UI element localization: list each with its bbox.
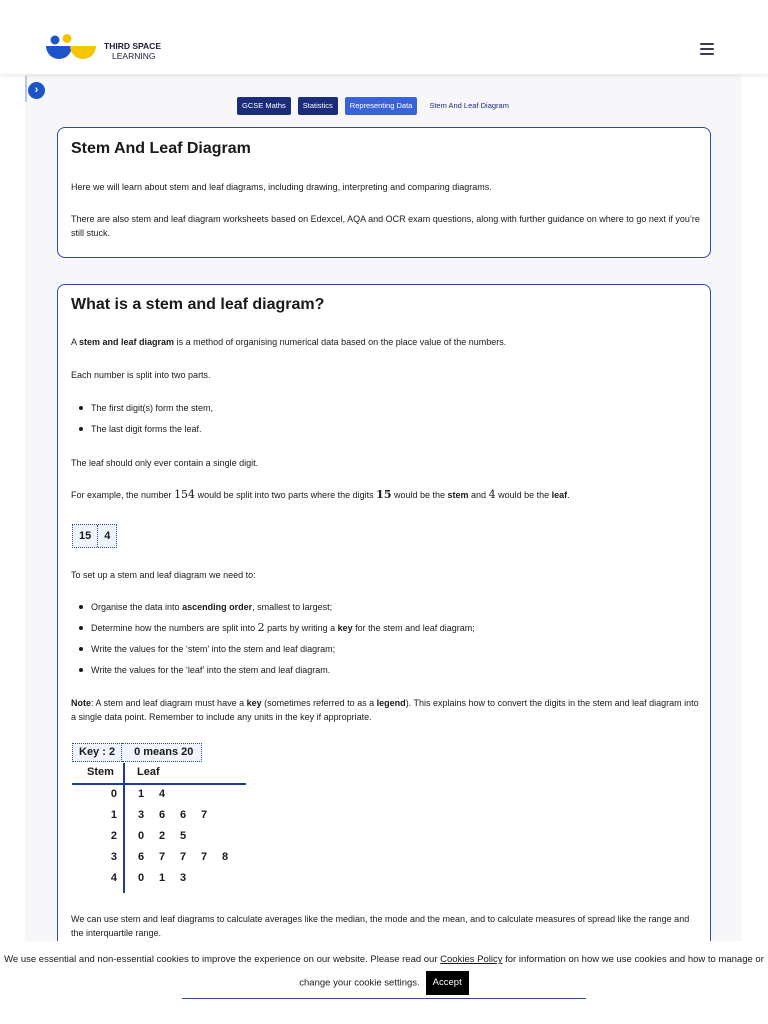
term-stem-and-leaf: stem and leaf diagram [79, 337, 175, 347]
leaf-row: 0 1 3 [138, 872, 187, 884]
stem-value: 0 [110, 788, 117, 800]
page-title: Stem And Leaf Diagram [71, 140, 251, 157]
breadcrumb-statistics[interactable]: Statistics [298, 97, 338, 115]
list-item: Organise the data into ascending order, smallest to largest; [71, 600, 701, 614]
breadcrumb-representing-data[interactable]: Representing Data [345, 97, 418, 115]
steps-list [71, 600, 701, 677]
intro-paragraph-2: There are also stem and leaf diagram worksheets based on Edexcel, AQA and OCR exam questions, along with further guidance on where to go next if you’re still stuck. [71, 214, 700, 238]
split-paragraph: Each number is split into two parts. [71, 370, 211, 380]
list-item: The last digit forms the leaf. [71, 422, 701, 436]
brand-name [104, 41, 161, 61]
stem-value: 2 [110, 830, 117, 842]
stem-value: 4 [110, 872, 117, 884]
example-paragraph: For example, the number 154 would be split into two parts where the digits 15 would be the stem and 4 would be the leaf. [71, 488, 570, 501]
intro-paragraph-1: Here we will learn about stem and leaf diagrams, including drawing, interpreting and comparing diagrams. [71, 182, 492, 192]
divider [182, 998, 586, 999]
cookie-message: We use essential and non-essential cookies to improve the experience on our website. Please read our Cookies Policy for information on how we use cookies and how to manage or change your cookie settings. Accept [0, 948, 768, 995]
intro-card [57, 127, 711, 258]
breadcrumb-gcse-maths[interactable]: GCSE Maths [237, 97, 291, 115]
stem-header: Stem [87, 766, 114, 778]
averages-paragraph: We can use stem and leaf diagrams to calculate averages like the median, the mode and the mean, and to calculate measures of spread like the range and the interquartile range. [71, 914, 690, 938]
stem-value: 1 [110, 809, 117, 821]
list-item: The first digit(s) form the stem, [71, 401, 701, 415]
sidebar-edge [25, 76, 27, 102]
hamburger-icon[interactable] [700, 43, 714, 55]
section-title: What is a stem and leaf diagram? [71, 296, 325, 313]
setup-paragraph: To set up a stem and leaf diagram we need to: [71, 570, 256, 580]
leaf-row: 1 4 [138, 788, 166, 800]
brand-line-2: LEARNING [112, 51, 156, 61]
leaf-row: 0 2 5 [138, 830, 187, 842]
example-split-box [72, 524, 117, 548]
chevron-right-icon[interactable]: › [28, 82, 45, 99]
example-leaf: 4 [97, 525, 116, 547]
note-paragraph: Note: A stem and leaf diagram must have a key (sometimes referred to as a legend). This explains how to convert the digits in the stem and leaf diagram into a single data point. Remember to include any units in the key if appropriate. [71, 698, 699, 722]
breadcrumb [237, 97, 514, 115]
diagram-key [72, 743, 202, 762]
key-left: Key : 2 [72, 743, 122, 762]
list-item: Determine how the numbers are split into 2 parts by writing a key for the stem and leaf diagram; [71, 621, 701, 635]
list-item: Write the values for the ‘stem’ into the stem and leaf diagram; [71, 642, 701, 656]
list-item: Write the values for the ‘leaf’ into the stem and leaf diagram. [71, 663, 701, 677]
cookie-banner [0, 941, 768, 1024]
example-stem: 15 [79, 530, 92, 542]
diagram-header-line [72, 783, 246, 785]
diagram-divider-line [123, 763, 125, 893]
parts-list [71, 401, 701, 436]
site-header [0, 0, 768, 74]
brand-line-1: THIRD SPACE [104, 41, 161, 51]
definition-paragraph: A stem and leaf diagram is a method of organising numerical data based on the place value of the numbers. [71, 337, 507, 347]
breadcrumb-current-page: Stem And Leaf Diagram [429, 101, 509, 110]
cookies-policy-link[interactable]: Cookies Policy [440, 954, 503, 965]
leaf-header: Leaf [137, 766, 160, 778]
accept-cookies-button[interactable]: Accept [426, 971, 469, 995]
key-right: 0 means 20 [122, 743, 202, 762]
leaf-row: 6 7 7 7 8 [138, 851, 229, 863]
leaf-row: 3 6 6 7 [138, 809, 208, 821]
definition-card [57, 284, 711, 964]
third-space-learning-logo[interactable] [46, 34, 98, 66]
stem-value: 3 [110, 851, 117, 863]
single-digit-paragraph: The leaf should only ever contain a single digit. [71, 458, 259, 468]
